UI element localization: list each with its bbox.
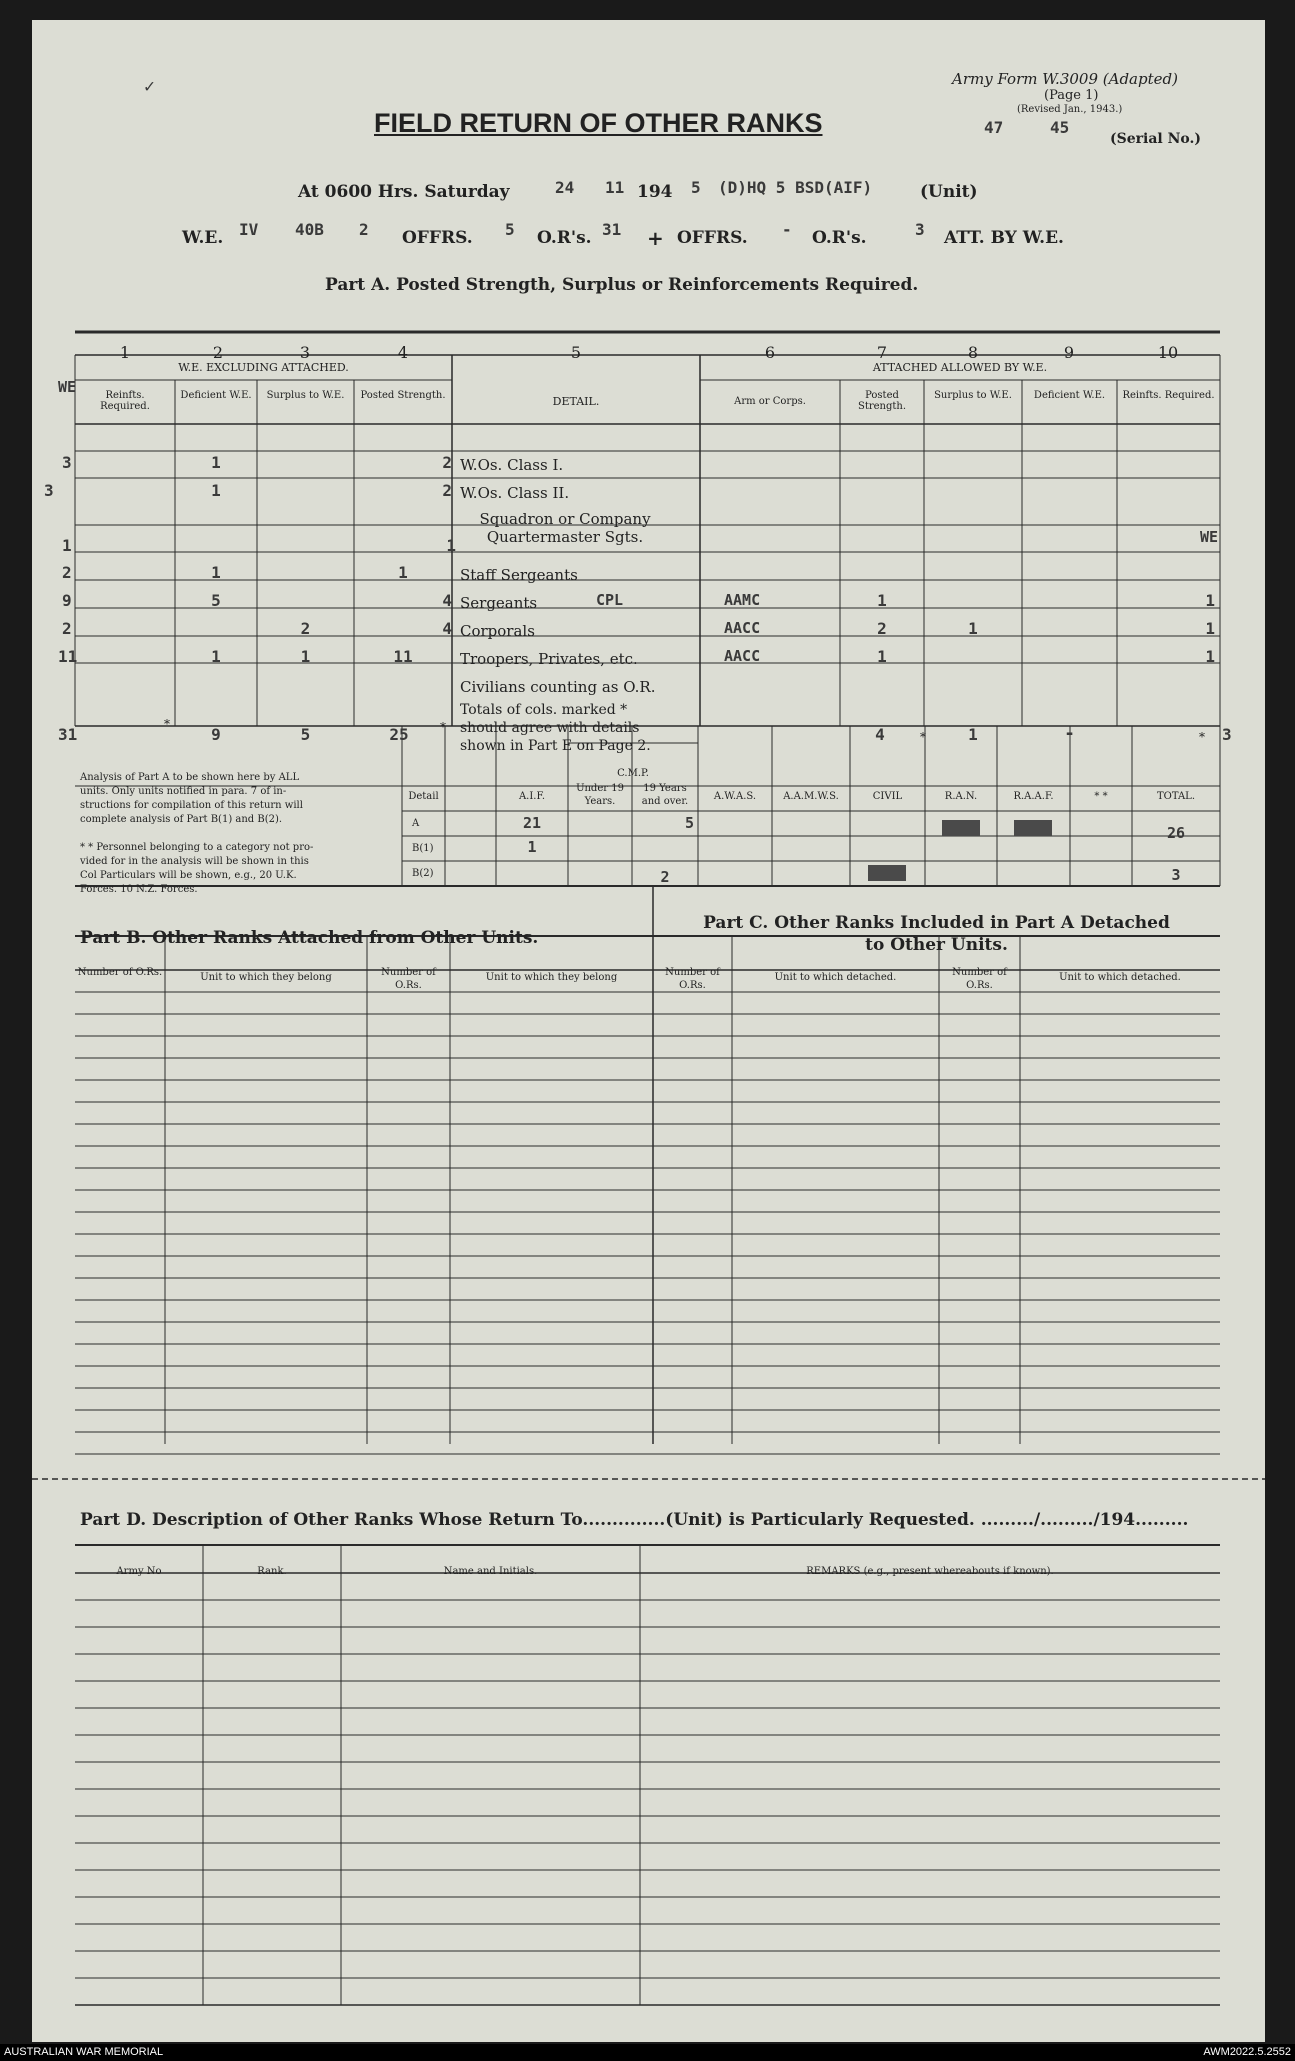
row-posted: 2 <box>442 481 452 500</box>
part-c-num-header: Number of O.Rs. <box>952 967 1007 991</box>
ran-header: R.A.N. <box>944 791 978 802</box>
footer-right: AWM2022.5.2552 <box>1203 2046 1291 2058</box>
revised-label: (Revised Jan., 1943.) <box>1017 104 1123 115</box>
row-deficient: 1 <box>211 481 221 500</box>
row-detail: Squadron or Company Quartermaster Sgts. <box>479 510 651 546</box>
analysis-aif: 21 <box>522 814 542 832</box>
total-surplus: 5 <box>300 725 311 744</box>
serial-b: 45 <box>1050 118 1070 137</box>
deficient-we-header: Deficient W.E. <box>180 390 252 401</box>
row-att-posted: 1 <box>877 591 887 610</box>
page-label: (Page 1) <box>1044 88 1099 103</box>
total-att-posted: 4 <box>875 725 885 744</box>
tick-mark: ✓ <box>144 76 155 97</box>
row-surplus: 1 <box>300 647 311 666</box>
analysis-note: units. Only units notified in para. 7 of in- <box>80 786 287 797</box>
totals-note-2: should agree with details <box>460 720 640 736</box>
surplus-we-header: Surplus to W.E. <box>266 390 345 401</box>
row-margin: 2 <box>62 619 72 638</box>
att-deficient-header: Deficient W.E. <box>1033 390 1106 401</box>
row-detail: Sergeants <box>460 594 538 612</box>
we-value-1: IV <box>239 220 259 239</box>
totals-note-1: Totals of cols. marked * <box>460 702 628 718</box>
analysis-note: structions for compilation of this return will <box>80 800 303 811</box>
row-posted: 2 <box>442 453 452 472</box>
analysis-note: vided for in the analysis will be shown in this <box>80 856 309 867</box>
total-reinfts: 31 <box>58 725 78 744</box>
ran-redaction <box>942 820 980 836</box>
row-detail: Corporals <box>460 622 535 640</box>
row-detail: W.Os. Class I. <box>460 456 564 474</box>
plus-sign: + <box>647 226 664 250</box>
name-header: Name and Initials. <box>443 1566 538 1577</box>
form-page <box>32 20 1265 2042</box>
row-deficient: 5 <box>211 591 221 610</box>
month-value: 11 <box>605 178 625 197</box>
col-number-2: 2 <box>212 343 224 362</box>
col-number-7: 7 <box>876 343 888 362</box>
left-group-header: W.E. EXCLUDING ATTACHED. <box>178 361 349 374</box>
remarks-header: REMARKS (e.g., present whereabouts if known). <box>806 1566 1054 1577</box>
form-grid <box>32 20 1265 2042</box>
row-arm-corps: AAMC <box>724 591 761 609</box>
arm-corps-header: Arm or Corps. <box>734 396 806 407</box>
row-detail: Civilians counting as O.R. <box>460 678 656 696</box>
total-deficient: 9 <box>211 725 221 744</box>
row-att-surplus: 1 <box>968 619 978 638</box>
offrs2-label: OFFRS. <box>677 228 748 248</box>
row-deficient: 1 <box>211 563 221 582</box>
over19-header: 19 Years and over. <box>641 783 689 807</box>
we-label: W.E. <box>182 228 224 248</box>
row-att-posted: 2 <box>877 619 887 638</box>
col-number-5: 5 <box>570 343 582 362</box>
row-posted: 4 <box>442 591 452 610</box>
part-b-unit-header: Unit to which they belong <box>485 972 618 983</box>
footer-bar <box>0 2044 1295 2061</box>
total-star: * <box>164 717 170 731</box>
analysis-row-label: B(2) <box>412 868 434 879</box>
row-arm-corps: AACC <box>724 619 761 637</box>
offrs-label: OFFRS. <box>402 228 473 248</box>
total-star: * <box>920 730 926 744</box>
serial-a: 47 <box>984 118 1004 137</box>
raaf-redaction <box>1014 820 1052 836</box>
total-star: * <box>1199 730 1205 744</box>
civil-header: CIVIL <box>872 791 903 802</box>
unit-name: (D)HQ 5 BSD(AIF) <box>718 178 873 197</box>
row-margin: 2 <box>62 563 72 582</box>
ors2-value: 3 <box>915 220 925 239</box>
total-att-reinfts: 3 <box>1222 725 1232 744</box>
army-no-header: Army No <box>116 1566 162 1577</box>
part-c-unit-header: Unit to which detached. <box>1059 972 1181 983</box>
part-c-title-1: Part C. Other Ranks Included in Part A Detached <box>703 913 1170 933</box>
cmp-header: C.M.P. <box>617 768 649 779</box>
analysis-detail-header: Detail <box>408 791 439 802</box>
row-margin: 3 <box>62 453 72 472</box>
analysis-row-label: B(1) <box>412 843 434 854</box>
at-label: At 0600 Hrs. Saturday <box>298 182 510 202</box>
part-b-title: Part B. Other Ranks Attached from Other Units. <box>80 928 539 948</box>
row-margin: 3 <box>44 481 54 500</box>
col-number-10: 10 <box>1157 343 1179 362</box>
rank-header: Rank. <box>257 1566 287 1577</box>
aamws-header: A.A.M.W.S. <box>783 791 839 802</box>
analysis-note: Analysis of Part A to be shown here by ALL <box>80 772 300 783</box>
under19-header: Under 19 Years. <box>576 783 624 807</box>
footer-left: AUSTRALIAN WAR MEMORIAL <box>4 2046 164 2058</box>
army-form-label: Army Form W.3009 (Adapted) <box>952 70 1178 88</box>
part-b-num-header: Number of O.Rs. <box>77 967 163 978</box>
row-surplus: 2 <box>300 619 311 638</box>
we-value-3: 2 <box>359 220 369 239</box>
analysis-total: 3 <box>1171 866 1181 884</box>
analysis-note: Col Particulars will be shown, e.g., 20 U.K. <box>80 870 297 881</box>
civil-redaction <box>868 865 906 881</box>
serial-label: (Serial No.) <box>1110 131 1201 147</box>
col-number-9: 9 <box>1063 343 1075 362</box>
col-number-3: 3 <box>299 343 311 362</box>
row-att-posted: 1 <box>877 647 887 666</box>
part-a-title: Part A. Posted Strength, Surplus or Reinforcements Required. <box>325 275 919 295</box>
row-att-reinfts: 1 <box>1205 619 1215 638</box>
att-reinfts-header: Reinfts. Required. <box>1122 390 1215 401</box>
reinfts-required-header: Reinfts. Required. <box>100 390 150 412</box>
row-deficient: 1 <box>211 647 221 666</box>
row-margin: 9 <box>62 591 72 610</box>
ors-value: 31 <box>602 220 622 239</box>
total-att-deficient: - <box>1064 723 1075 744</box>
row-detail: Troopers, Privates, etc. <box>460 650 638 668</box>
day-value: 24 <box>555 178 575 197</box>
row-margin: 11 <box>58 647 78 666</box>
margin-we-right: WE <box>1200 528 1219 546</box>
other-category-header: * * <box>1094 791 1108 802</box>
part-c-title-2: to Other Units. <box>865 935 1008 955</box>
part-b-unit-header: Unit to which they belong <box>200 972 332 983</box>
row-detail: Staff Sergeants <box>460 566 578 584</box>
row-posted: 1 <box>398 563 408 582</box>
awas-header: A.W.A.S. <box>713 791 757 802</box>
aif-header: A.I.F. <box>518 791 546 802</box>
part-b-num-header: Number of O.Rs. <box>381 967 436 991</box>
offrs2-value: - <box>782 220 792 239</box>
total-posted: 25 <box>389 725 409 744</box>
row-att-reinfts: 1 <box>1205 647 1215 666</box>
analysis-note: complete analysis of Part B(1) and B(2). <box>80 814 283 825</box>
att-label: ATT. BY W.E. <box>944 228 1064 248</box>
row-deficient: 1 <box>211 453 221 472</box>
analysis-row-label: A <box>412 818 420 829</box>
row-posted: 4 <box>442 619 452 638</box>
ors-label: O.R's. <box>537 228 592 248</box>
total-att-surplus: 1 <box>968 725 978 744</box>
col-number-6: 6 <box>764 343 776 362</box>
att-posted-strength-header: Posted Strength. <box>857 390 907 412</box>
unit-label: (Unit) <box>920 182 978 202</box>
part-c-num-header: Number of O.Rs. <box>665 967 720 991</box>
part-d-title: Part D. Description of Other Ranks Whose Return To..............(Unit) is Particularly Requested. ........./........./194......... <box>80 1510 1189 1530</box>
part-c-unit-header: Unit to which detached. <box>774 972 897 983</box>
detail-header: DETAIL. <box>552 395 600 408</box>
margin-we: WE <box>58 378 77 396</box>
totals-note-3: shown in Part E on Page 2. <box>460 738 651 754</box>
year-digit: 5 <box>691 178 701 197</box>
analysis-aif: 1 <box>527 838 537 856</box>
row-att-reinfts: 1 <box>1205 591 1215 610</box>
row-note: CPL <box>596 591 624 609</box>
analysis-note: * * Personnel belonging to a category not pro- <box>80 842 314 853</box>
total-header: TOTAL. <box>1156 791 1196 802</box>
year-prefix: 194 <box>637 182 673 202</box>
col-number-8: 8 <box>967 343 979 362</box>
att-surplus-header: Surplus to W.E. <box>934 390 1012 401</box>
offrs-value: 5 <box>505 220 515 239</box>
col-number-4: 4 <box>397 343 409 362</box>
row-detail: W.Os. Class II. <box>460 484 570 502</box>
row-posted: 1 <box>446 536 456 555</box>
col-number-1: 1 <box>119 343 131 362</box>
page-title: FIELD RETURN OF OTHER RANKS <box>374 108 823 138</box>
row-posted: 11 <box>393 647 413 666</box>
we-value-2: 40B <box>295 220 324 239</box>
analysis-over19: 2 <box>660 868 670 886</box>
row-arm-corps: AACC <box>724 647 761 665</box>
raaf-header: R.A.A.F. <box>1013 791 1054 802</box>
analysis-total: 26 <box>1166 824 1186 842</box>
ors2-label: O.R's. <box>812 228 867 248</box>
total-star: * <box>440 720 446 734</box>
right-group-header: ATTACHED ALLOWED BY W.E. <box>872 361 1048 374</box>
posted-strength-header: Posted Strength. <box>360 390 446 401</box>
analysis-over19: 5 <box>684 814 694 832</box>
row-margin: 1 <box>62 536 72 555</box>
analysis-note: Forces. 10 N.Z. Forces. <box>80 884 198 895</box>
